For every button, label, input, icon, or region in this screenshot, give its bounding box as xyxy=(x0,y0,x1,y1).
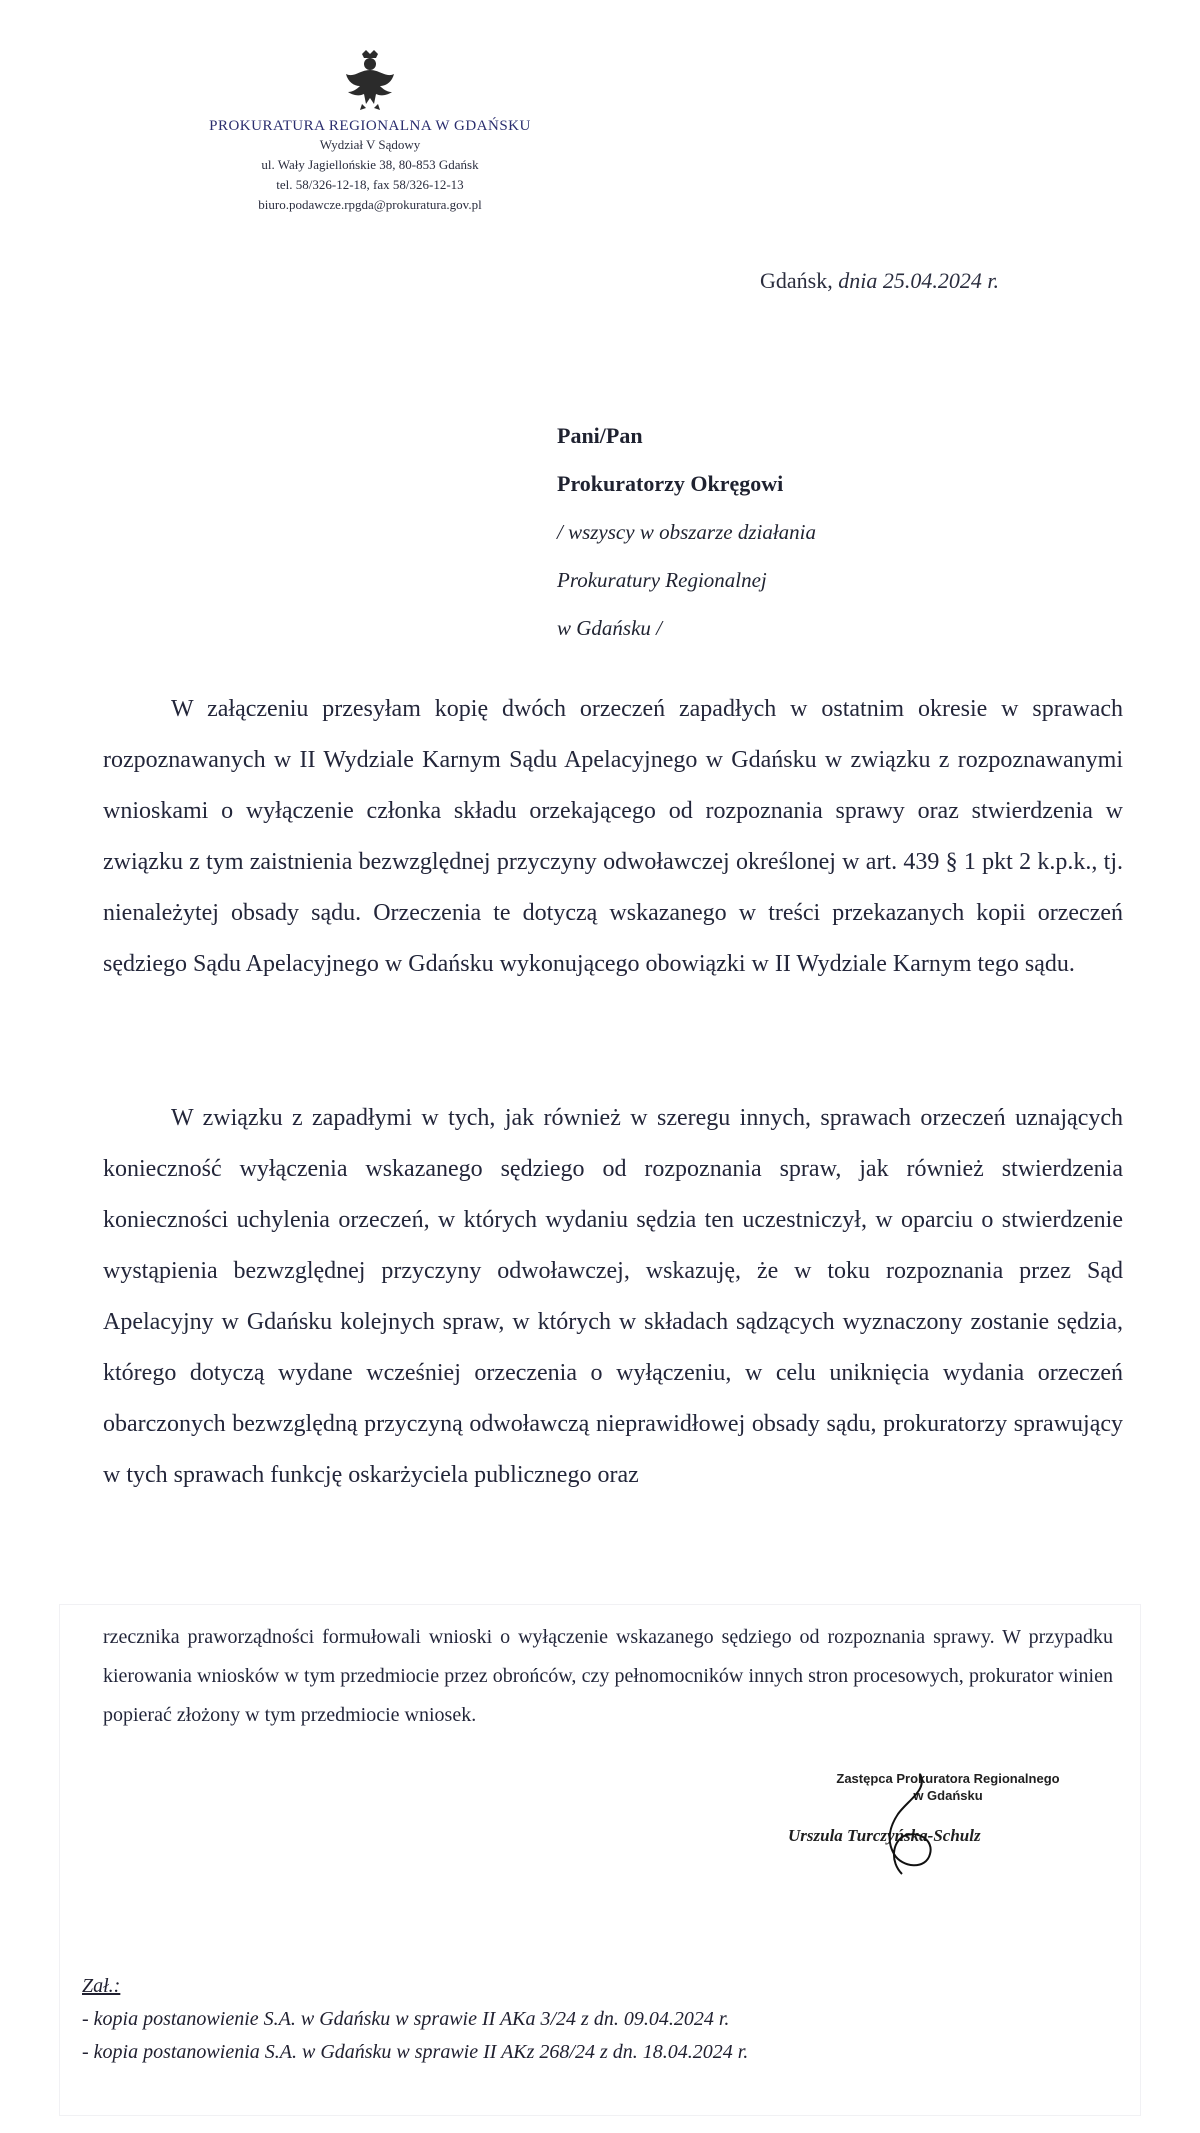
department: Wydział V Sądowy xyxy=(319,137,421,152)
recipient-block xyxy=(557,412,816,652)
signature-block xyxy=(778,1770,1118,1846)
address: ul. Wały Jagiellońskie 38, 80-853 Gdańsk xyxy=(261,157,479,172)
date-text: dnia 25.04.2024 r. xyxy=(838,268,999,293)
date-city: Gdańsk, xyxy=(760,268,833,293)
recipient-line-4: Prokuratury Regionalnej xyxy=(557,568,767,592)
signatory-title-line-2: w Gdańsku xyxy=(913,1788,983,1803)
body-paragraph-1 xyxy=(103,684,1123,990)
email: biuro.podawcze.rpgda@prokuratura.gov.pl xyxy=(258,197,482,212)
recipient-line-2: Prokuratorzy Okręgowi xyxy=(557,471,784,496)
attachment-item: - kopia postanowienie S.A. w Gdańsku w sprawie II AKa 3/24 z dn. 09.04.2024 r. xyxy=(82,2008,730,2030)
polish-eagle-emblem-icon xyxy=(338,48,402,112)
recipient-line-5: w Gdańsku / xyxy=(557,616,662,640)
recipient-line-3: / wszyscy w obszarze działania xyxy=(557,520,817,544)
recipient-line-1: Pani/Pan xyxy=(557,423,643,448)
letter-date xyxy=(760,268,999,294)
paragraph-1-text: W załączeniu przesyłam kopię dwóch orzeczeń zapadłych w ostatnim okresie w sprawach rozpoznawanych w II Wydziale Karnym Sądu Apelacyjnego w Gdańsku w związku z rozpoznawanymi wnioskami o wyłączenie członka składu orzekającego od rozpoznania sprawy oraz stwierdzenia w związku z tym zaistnienia bezwzględnej przyczyny odwoławczej określonej w art. 439 § 1 pkt 2 k.p.k., tj. nienależytej obsady sądu. Orzeczenia te dotyczą wskazanego w treści przekazanych kopii orzeczeń sędziego Sądu Apelacyjnego w Gdańsku wykonującego obowiązki w II Wydziale Karnym tego sądu. xyxy=(103,696,1123,977)
attachments-heading: Zał.: xyxy=(82,1975,121,1997)
paragraph-2-continued-text: rzecznika praworządności formułowali wnioski o wyłączenie wskazanego sędziego od rozpoznania sprawy. W przypadku kierowania wniosków w tym przedmiocie przez obrońców, czy pełnomocników innych stron procesowych, prokurator winien popierać złożony w tym przedmiocie wniosek. xyxy=(103,1626,1113,1726)
attachment-item: - kopia postanowienia S.A. w Gdańsku w sprawie II AKz 268/24 z dn. 18.04.2024 r. xyxy=(82,2041,749,2063)
handwritten-signature-icon xyxy=(868,1770,948,1880)
phone-fax: tel. 58/326-12-18, fax 58/326-12-13 xyxy=(276,177,464,192)
signatory-name: Urszula Turczyńska-Schulz xyxy=(788,1826,981,1845)
body-paragraph-2-continued xyxy=(103,1618,1113,1735)
signatory-title xyxy=(778,1770,1118,1804)
letterhead xyxy=(140,48,600,215)
paragraph-2-text: W związku z zapadłymi w tych, jak również w szeregu innych, sprawach orzeczeń uznających konieczność wyłączenia wskazanego sędziego od rozpoznania spraw, jak również stwierdzenia konieczności uchylenia orzeczeń, w których wydaniu sędzia ten uczestniczył, w oparciu o stwierdzenie wystąpienia bezwzględnej przyczyny odwoławczej, wskazuję, że w toku rozpoznania przez Sąd Apelacyjny w Gdańsku kolejnych spraw, w których w składach sądzących wyznaczony zostanie sędzia, którego dotyczą wydane wcześniej orzeczenia o wyłączeniu, w celu uniknięcia wydania orzeczeń obarczonych bezwzględną przyczyną odwoławczą nieprawidłowej obsady sądu, prokuratorzy sprawujący w tych sprawach funkcję oskarżyciela publicznego oraz xyxy=(103,1105,1123,1488)
attachments-list xyxy=(82,1970,748,2069)
office-name: PROKURATURA REGIONALNA W GDAŃSKU xyxy=(209,118,531,134)
body-paragraph-2 xyxy=(103,1093,1123,1501)
signatory-title-line-1: Zastępca Prokuratora Regionalnego xyxy=(836,1771,1060,1786)
